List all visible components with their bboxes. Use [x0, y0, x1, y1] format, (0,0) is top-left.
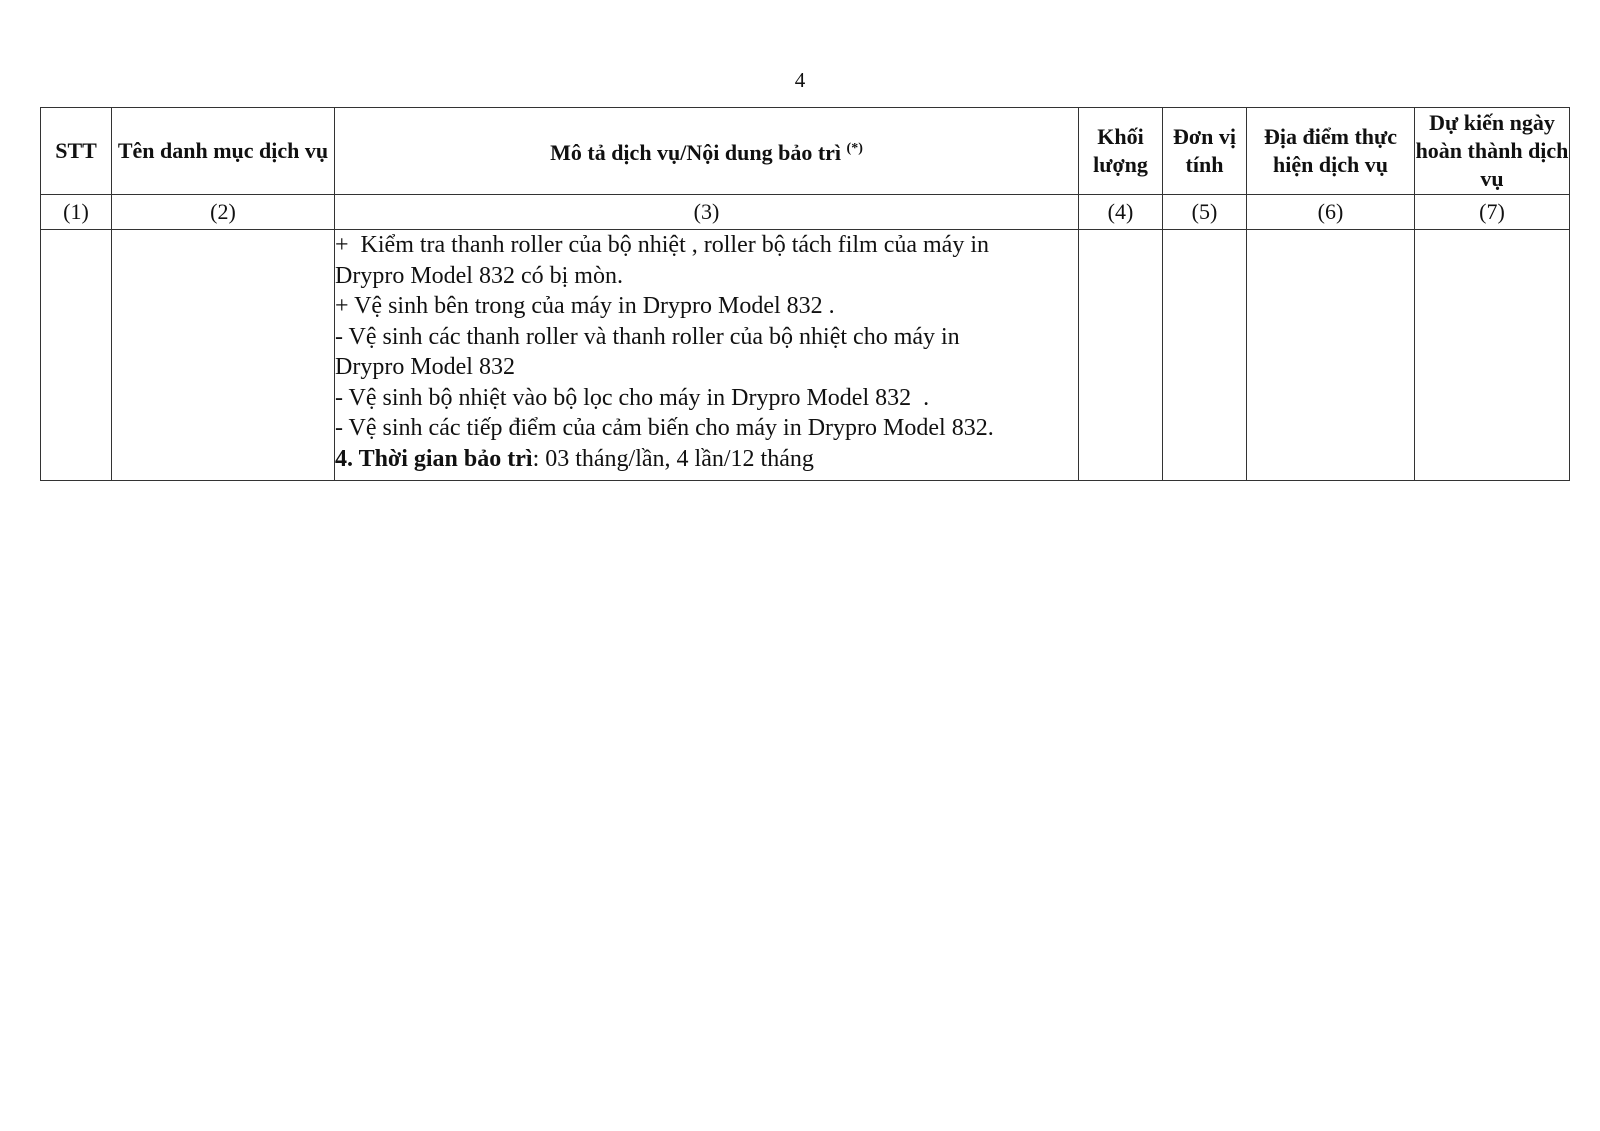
column-number: (1) [41, 195, 112, 230]
description-line: - Vệ sinh các thanh roller và thanh roller của bộ nhiệt cho máy in [335, 323, 960, 350]
cell-description [335, 230, 1079, 481]
cell-service-name [112, 230, 335, 481]
description-line: - Vệ sinh bộ nhiệt vào bộ lọc cho máy in Drypro Model 832 . [335, 384, 930, 411]
cell-expected-date [1415, 230, 1570, 481]
column-number-row [41, 195, 1570, 230]
cell-location [1247, 230, 1415, 481]
cell-unit [1163, 230, 1247, 481]
service-table [40, 107, 1570, 481]
maintenance-period [335, 444, 1078, 475]
header-row [41, 108, 1570, 195]
column-number: (2) [112, 195, 335, 230]
column-number: (4) [1079, 195, 1163, 230]
maintenance-period-label: 4. Thời gian bảo trì [335, 445, 533, 472]
description-line: - Vệ sinh các tiếp điểm của cảm biến cho máy in Drypro Model 832. [335, 415, 994, 441]
header-description-text: Mô tả dịch vụ/Nội dung bảo trì [550, 140, 842, 165]
column-number: (5) [1163, 195, 1247, 230]
description-line: Drypro Model 832 [335, 354, 515, 380]
column-number: (6) [1247, 195, 1415, 230]
header-stt: STT [41, 108, 112, 195]
header-unit: Đơn vị tính [1163, 108, 1247, 195]
header-description-footnote: (*) [846, 141, 863, 156]
cell-stt [41, 230, 112, 481]
header-quantity: Khối lượng [1079, 108, 1163, 195]
description-line: + Vệ sinh bên trong của máy in Drypro Model 832 . [335, 293, 835, 319]
description-line: Drypro Model 832 có bị mòn. [335, 262, 623, 289]
cell-quantity [1079, 230, 1163, 481]
page-number: 4 [794, 68, 806, 92]
header-service-name: Tên danh mục dịch vụ [112, 108, 335, 195]
maintenance-period-value: : 03 tháng/lần, 4 lần/12 tháng [532, 445, 814, 472]
header-location: Địa điểm thực hiện dịch vụ [1247, 108, 1415, 195]
column-number: (3) [335, 195, 1079, 230]
header-expected-date: Dự kiến ngày hoàn thành dịch vụ [1415, 108, 1570, 195]
column-number: (7) [1415, 195, 1570, 230]
description-line: + Kiểm tra thanh roller của bộ nhiệt , roller bộ tách film của máy in [335, 232, 989, 258]
table-row [41, 230, 1570, 481]
header-description [335, 108, 1079, 195]
